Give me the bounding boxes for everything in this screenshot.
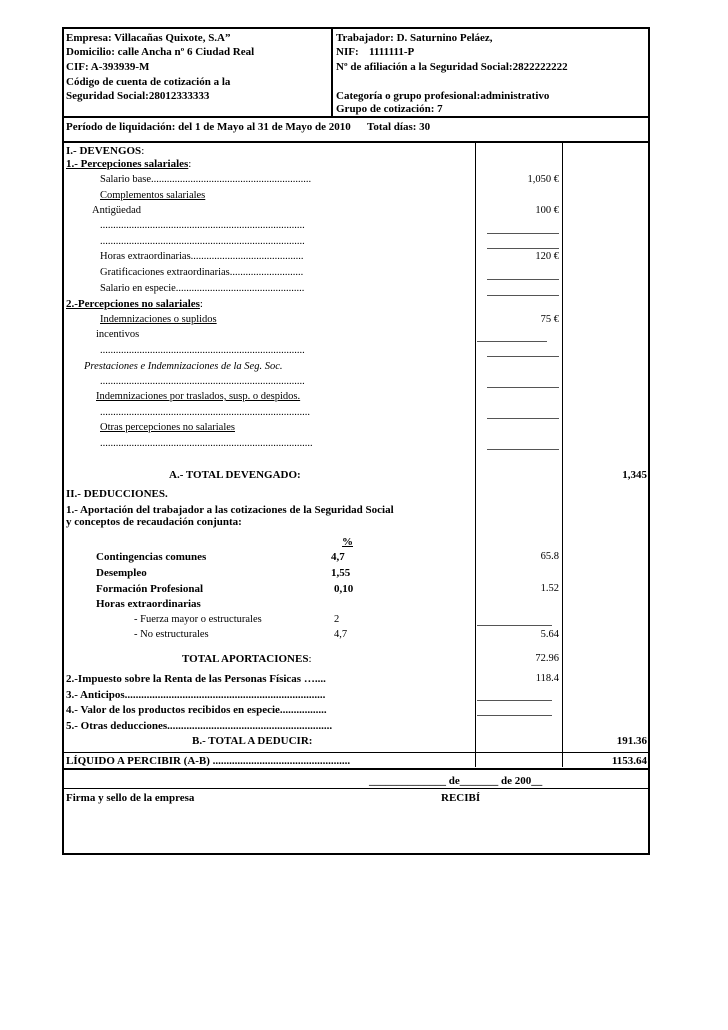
amount-blank-3 <box>487 279 559 280</box>
prestaciones-indemnizaciones: Prestaciones e Indemnizaciones de la Seg. Soc. <box>84 361 283 372</box>
antiguedad-value: 100 € <box>535 205 559 216</box>
afiliacion: Nº de afiliación a la Seguridad Social:2822222222 <box>336 61 568 73</box>
percepciones-salariales-colon: : <box>188 158 192 170</box>
no-estructurales: - No estructurales <box>134 629 209 640</box>
anticipos: 3.- Anticipos......................................................................... <box>66 689 326 701</box>
amount-blank-7 <box>487 387 559 388</box>
dots-line-4: .............................................................................. <box>100 376 305 387</box>
empresa: Empresa: Villacañas Quixote, S.A” <box>66 32 231 44</box>
amount-blank-6 <box>487 356 559 357</box>
codigo-cuenta-l1: Código de cuenta de cotización a la <box>66 76 231 88</box>
formacion-profesional-value: 1.52 <box>540 583 559 594</box>
desempleo-pct: 1,55 <box>331 567 351 579</box>
percepciones-salariales <box>66 159 191 170</box>
total-devengado-label: A.- TOTAL DEVENGADO: <box>169 469 301 481</box>
devengos-colon: : <box>141 145 145 157</box>
total-aportaciones-text: TOTAL APORTACIONES <box>182 653 309 665</box>
indemnizaciones-traslados: Indemnizaciones por traslados, susp. o despidos. <box>96 391 301 402</box>
formacion-profesional-pct: 0,10 <box>334 583 354 595</box>
amount-col-left <box>475 142 476 767</box>
valor-productos: 4.- Valor de los productos recibidos en especie................. <box>66 704 327 716</box>
incentivos: incentivos <box>96 329 140 340</box>
cif: CIF: A-393939-M <box>66 61 150 73</box>
nif-label: NIF: <box>336 46 359 58</box>
otras-deducciones: 5.- Otras deducciones............................................................ <box>66 720 333 732</box>
aportacion-l1: 1.- Aportación del trabajador a las cotizaciones de la Seguridad Social <box>66 504 394 516</box>
amount-blank-11 <box>477 700 552 701</box>
horas-extraordinarias-deduccion: Horas extraordinarias <box>96 598 201 610</box>
domicilio: Domicilio: calle Ancha nº 6 Ciudad Real <box>66 46 255 58</box>
grupo: Grupo de cotización: 7 <box>336 103 443 115</box>
footer-top-rule <box>62 788 650 789</box>
fuerza-mayor-pct: 2 <box>334 614 340 625</box>
devengos-title-text: I.- DEVENGOS <box>66 145 142 157</box>
irpf-label: 2.-Impuesto sobre la Renta de las Personas Físicas ….... <box>66 673 326 685</box>
deducciones-title: II.- DEDUCCIONES. <box>66 488 168 500</box>
amount-blank-2 <box>487 248 559 249</box>
gratificaciones: Gratificaciones extraordinarias............................ <box>100 267 304 278</box>
aportacion-l2: y conceptos de recaudación conjunta: <box>66 516 242 528</box>
liquido-value: 1153.64 <box>611 755 647 767</box>
fecha-line: ______________ de_______ de 200__ <box>369 775 543 787</box>
liquido-top-rule <box>62 752 650 753</box>
percepciones-no-salariales-colon: : <box>199 298 203 310</box>
salario-especie: Salario en especie................................................. <box>100 283 305 294</box>
indemnizaciones-suplidos: Indemnizaciones o suplidos <box>100 314 217 325</box>
header-divider <box>331 27 333 117</box>
header-bottom-rule <box>62 116 650 118</box>
total-deducir-value: 191.36 <box>616 735 647 747</box>
percepciones-no-salariales-text: 2.-Percepciones no salariales <box>66 298 200 310</box>
liquido-label: LÍQUIDO A PERCIBIR (A-B) .................................................. <box>66 755 351 767</box>
total-aportaciones-label <box>182 654 312 665</box>
contingencias-comunes-value: 65.8 <box>540 551 559 562</box>
amount-blank-12 <box>477 715 552 716</box>
firma-empresa: Firma y sello de la empresa <box>66 792 195 804</box>
pct-header: % <box>342 536 353 548</box>
contingencias-comunes: Contingencias comunes <box>96 551 207 563</box>
total-devengado-value: 1,345 <box>622 469 647 481</box>
codigo-cuenta-l2: Seguridad Social:28012333333 <box>66 90 210 102</box>
total-aportaciones-value: 72.96 <box>535 653 559 664</box>
percepciones-no-salariales <box>66 299 203 310</box>
amount-blank-10 <box>477 625 552 626</box>
liquido-bottom-rule <box>62 768 650 770</box>
formacion-profesional: Formación Profesional <box>96 583 204 595</box>
devengos-title <box>66 146 144 157</box>
desempleo: Desempleo <box>96 567 147 579</box>
complementos-salariales: Complementos salariales <box>100 190 206 201</box>
total-deducir-label: B.- TOTAL A DEDUCIR: <box>192 735 313 747</box>
amount-blank-9 <box>487 449 559 450</box>
antiguedad: Antigüedad <box>92 205 141 216</box>
total-aportaciones-colon: : <box>308 653 312 665</box>
amount-blank-8 <box>487 418 559 419</box>
dots-line-5: ................................................................................ <box>100 407 310 418</box>
salario-base-value: 1,050 € <box>527 174 559 185</box>
contingencias-comunes-pct: 4,7 <box>331 551 345 563</box>
amount-blank-1 <box>487 233 559 234</box>
horas-extraordinarias: Horas extraordinarias........................................... <box>100 251 304 262</box>
salario-base: Salario base............................................................. <box>100 174 312 185</box>
no-estructurales-value: 5.64 <box>540 629 559 640</box>
dots-line-6: ................................................................................. <box>100 438 313 449</box>
amount-blank-4 <box>487 295 559 296</box>
total-dias: Total días: 30 <box>367 121 431 133</box>
percepciones-salariales-text: 1.- Percepciones salariales <box>66 158 189 170</box>
trabajador: Trabajador: D. Saturnino Peláez, <box>336 32 493 44</box>
otras-percepciones: Otras percepciones no salariales <box>100 422 235 433</box>
fuerza-mayor: - Fuerza mayor o estructurales <box>134 614 262 625</box>
recibi: RECIBÍ <box>441 792 481 804</box>
categoria: Categoría o grupo profesional:administrativo <box>336 90 550 102</box>
periodo-liquidacion: Período de liquidación: del 1 de Mayo al 31 de Mayo de 2010 <box>66 121 351 133</box>
no-estructurales-pct: 4,7 <box>334 629 348 640</box>
irpf-value: 118.4 <box>535 673 559 684</box>
nif-value: 1111111-P <box>369 46 415 58</box>
dots-line-3: .............................................................................. <box>100 345 305 356</box>
indemnizaciones-suplidos-value: 75 € <box>540 314 559 325</box>
horas-extraordinarias-value: 120 € <box>535 251 559 262</box>
dots-line-1: .............................................................................. <box>100 220 305 231</box>
dots-line-2: .............................................................................. <box>100 236 305 247</box>
amount-col-right <box>562 142 563 767</box>
amount-blank-5 <box>477 341 547 342</box>
